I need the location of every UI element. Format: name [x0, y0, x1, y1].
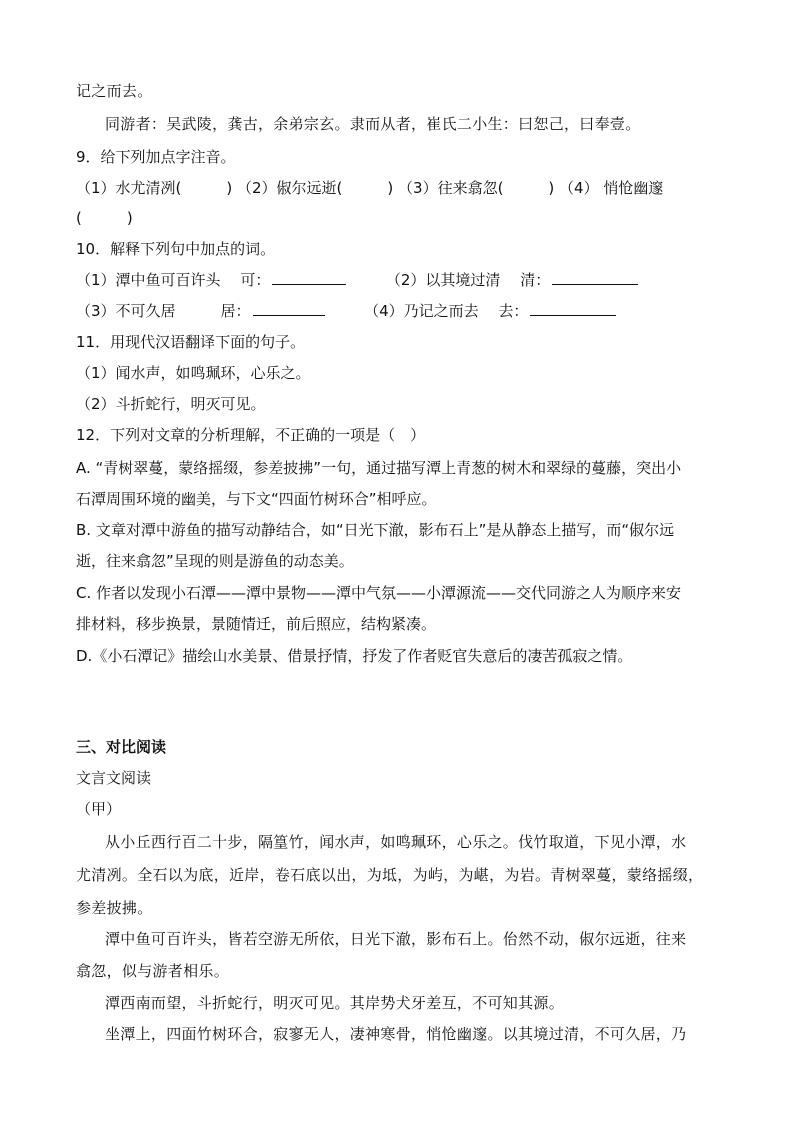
option-c: C. 作者以发现小石潭——潭中景物——潭中气氛——小潭源流——交代同游之人为顺序来安 [76, 584, 682, 602]
option-b: 逝，往来翕忽”呈现的则是游鱼的动态美。 [76, 552, 354, 570]
section-heading: 三、对比阅读 [76, 738, 167, 756]
question-10-item: （3）不可久居 居： [76, 302, 251, 320]
option-a: 石潭周围环境的幽美，与下文“四面竹树环合”相呼应。 [76, 490, 437, 508]
question-11-stem: 11．用现代汉语翻译下面的句子。 [76, 333, 306, 351]
question-10-item: （2）以其境过清 清： [385, 271, 551, 289]
question-9-line: （1）水尤清冽( ) （2）俶尔远逝( ) （3）往来翕忽( ) （4） 悄怆幽邃 [76, 179, 664, 197]
option-d: D.《小石潭记》描绘山水美景、借景抒情，抒发了作者贬官失意后的凄苦孤寂之情。 [76, 647, 633, 665]
question-12-stem: 12．下列对文章的分析理解，不正确的一项是（ ） [76, 426, 426, 444]
answer-blank[interactable] [530, 301, 616, 316]
question-11-sentence: （1）闻水声，如鸣珮环，心乐之。 [76, 364, 311, 382]
excerpt-line: 同游者：吴武陵，龚古，余弟宗玄。隶而从者，崔氏二小生：曰恕己，曰奉壹。 [105, 115, 641, 133]
answer-blank[interactable] [253, 301, 325, 316]
passage-line: 潭西南而望，斗折蛇行，明灭可见。其岸势犬牙差互，不可知其源。 [105, 994, 565, 1012]
passage-label: （甲） [76, 800, 122, 818]
passage-line: 坐潭上，四面竹树环合，寂寥无人，凄神寒骨，悄怆幽邃。以其境过清，不可久居，乃 [105, 1025, 687, 1043]
answer-blank[interactable] [272, 270, 346, 285]
passage-line: 从小丘西行百二十步，隔篁竹，闻水声，如鸣珮环，心乐之。伐竹取道，下见小潭，水 [105, 833, 687, 851]
excerpt-line: 记之而去。 [76, 82, 153, 100]
option-c: 排材料，移步换景，景随情迁，前后照应，结构紧凑。 [76, 615, 437, 633]
question-10-row [76, 300, 616, 321]
option-a: A. “青树翠蔓，蒙络摇缀，参差披拂”一句，通过描写潭上青葱的树木和翠绿的蔓藤，突出小 [76, 459, 682, 477]
question-9-stem: 9．给下列加点字注音。 [76, 148, 236, 166]
passage-line: 潭中鱼可百许头，皆若空游无所依，日光下澈，影布石上。佁然不动，俶尔远逝，往来 [105, 930, 687, 948]
passage-line: 翕忽，似与游者相乐。 [76, 962, 230, 980]
question-9-line: ( ) [76, 209, 133, 227]
section-subheading: 文言文阅读 [76, 769, 152, 787]
passage-line: 参差披拂。 [76, 899, 153, 917]
question-11-sentence: （2）斗折蛇行，明灭可见。 [76, 395, 266, 413]
answer-blank[interactable] [552, 270, 638, 285]
question-10-item: （4）乃记之而去 去： [364, 302, 529, 320]
option-b: B. 文章对潭中游鱼的描写动静结合，如“日光下澈，影布石上”是从静态上描写，而“俶尔远 [76, 521, 675, 539]
question-10-item: （1）潭中鱼可百许头 可： [76, 271, 271, 289]
question-10-row [76, 269, 638, 290]
passage-line: 尤清冽。全石以为底，近岸，卷石底以出，为坻，为屿，为嵁，为岩。青树翠蔓，蒙络摇缀， [76, 866, 704, 884]
question-10-stem: 10．解释下列句中加点的词。 [76, 240, 276, 258]
